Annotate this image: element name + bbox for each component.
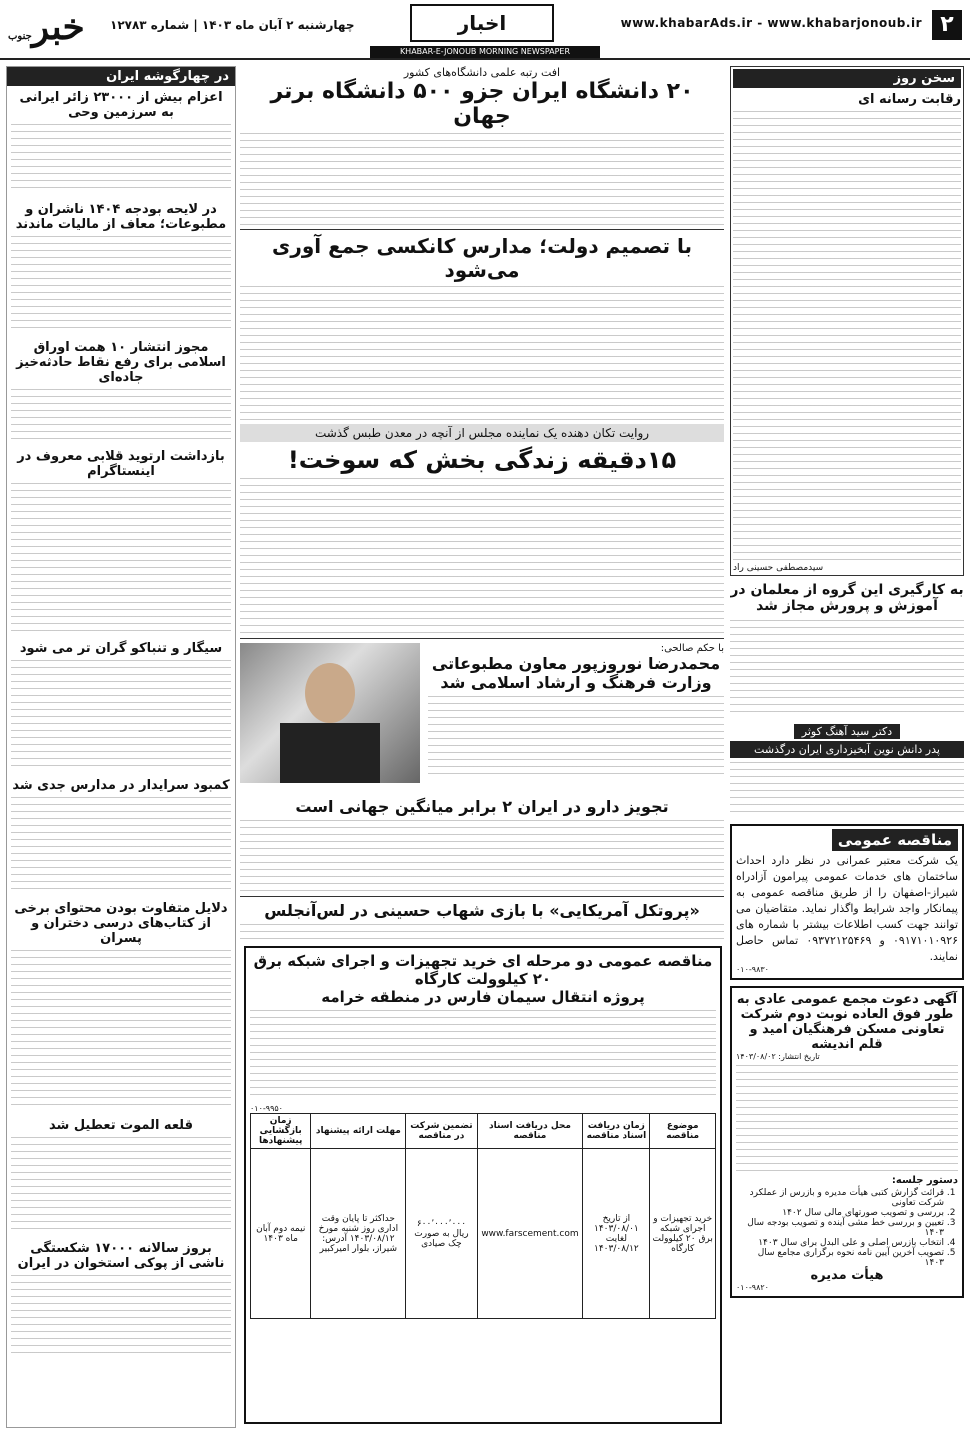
table-header-cell: مهلت ارائه پیشنهاد — [311, 1114, 406, 1149]
divider — [240, 638, 724, 639]
tender-table — [250, 1113, 716, 1319]
table-header-cell: محل دریافت اسناد مناقصه — [477, 1114, 583, 1149]
teachers-headline: به کارگیری این گروه از معلمان در آموزش و پرورش مجاز شد — [730, 582, 964, 614]
masthead-logo — [8, 6, 85, 48]
page-header — [0, 0, 970, 60]
editorial-author: سیدمصطفی حسینی راد — [733, 563, 824, 573]
text-block — [428, 696, 724, 776]
tender-ad-text: یک شرکت معتبر عمرانی در نظر دارد احداث ساختمان های خدمات عمومی پیرامون آزادراه شیراز-اصفهان را از طریق مناقصه عمومی به پیمانکار واجد شرایط واگذار نماید. متقاضیان می توانند جهت کسب اطلاعات بیشتر با شماره های ۰۹۱۷۱۰۱۰۹۲۶ و ۰۹۳۷۲۱۲۵۴۶۹ تماس حاصل نمایند. — [736, 854, 959, 963]
appointment-story — [240, 643, 724, 793]
obituary-block — [730, 720, 964, 818]
agenda-item: 3. تعیین و بررسی خط مشی آینده و تصویب بودجه سال ۱۴۰۳ — [736, 1218, 944, 1238]
roundup-item — [7, 86, 235, 198]
table-header-cell: زمان دریافت اسناد مناقصه — [583, 1114, 650, 1149]
issue-date: چهارشنبه ۲ آبان ماه ۱۴۰۳ | شماره ۱۲۷۸۳ — [110, 18, 355, 32]
headline-schools: با تصمیم دولت؛ مدارس کانکسی جمع آوری می‌شود — [271, 234, 693, 282]
dr-name: دکتر سید آهنگ کوثر — [794, 724, 900, 739]
headline-cinema: «پروتکل آمریکایی» با بازی شهاب حسینی در لس‌آنجلس — [264, 901, 700, 920]
text-block — [11, 950, 231, 1110]
roundup-title: بروز سالانه ۱۷۰۰۰ شکستگی ناشی از پوکی استخوان در ایران — [17, 1241, 225, 1271]
headline-tabas: ۱۵دقیقه زندگی بخش که سوخت! — [287, 446, 677, 474]
roundup-title: بازداشت ارتوید قلابی معروف در اینستاگرام — [17, 449, 225, 479]
table-header-cell: موضوع مناقصه — [650, 1114, 716, 1149]
table-cell-url[interactable]: www.farscement.com — [477, 1149, 583, 1319]
agenda-item: 1. قرائت گزارش کتبی هیأت مدیره و بازرس از عملکرد شرکت تعاونی — [736, 1188, 944, 1208]
roundup-item — [7, 774, 235, 897]
text-block — [240, 133, 724, 225]
text-block — [250, 1010, 716, 1100]
roundup-title: قلعه الموت تعطیل شد — [49, 1118, 193, 1133]
bottom-ad-code: ۰۱۰-۹۹۵۰ — [250, 1104, 283, 1113]
agenda-item: 4. انتخاب بازرس اصلی و علی البدل برای سال ۱۴۰۳ — [736, 1238, 944, 1248]
table-cell: خرید تجهیزات و اجرای شبکه برق ۲۰ کیلوولت کارگاه — [650, 1149, 716, 1319]
editorial-box — [730, 66, 964, 576]
appoint-headline: محمدرضا نوروزپور معاون مطبوعاتی وزارت فرهنگ و ارشاد اسلامی شد — [431, 654, 721, 692]
roundup-item — [7, 445, 235, 637]
roundup-item — [7, 1114, 235, 1237]
text-block — [11, 660, 231, 770]
table-cell: ۶۰۰٬۰۰۰٬۰۰۰ ریال به صورت چک صیادی — [406, 1149, 477, 1319]
roundup-title: مجوز انتشار ۱۰ همت اوراق اسلامی برای رفع نقاط حادثه‌خیز جاده‌ای — [16, 340, 226, 385]
coop-sign: هیأت مدیره — [810, 1268, 884, 1283]
kicker-tabas: روایت تکان دهنده یک نماینده مجلس از آنچه در معدن طبس گذشت — [240, 424, 724, 442]
logo-text: خبر — [31, 6, 85, 48]
roundup-item — [7, 897, 235, 1114]
roundup-title: در لایحه بودجه ۱۴۰۴ ناشران و مطبوعات؛ معاف از مالیات ماندند — [15, 202, 227, 232]
roundup-title: دلایل متفاوت بودن محتوای برخی از کتاب‌های درسی دختران و پسران — [14, 901, 228, 946]
roundup-item — [7, 1237, 235, 1359]
text-block — [11, 1275, 231, 1355]
table-header-row — [251, 1114, 716, 1149]
coop-ad-title: آگهی دعوت مجمع عمومی عادی به طور فوق العاده نوبت دوم شرکت تعاونی مسکن فرهنگیان امید و قلم اندیشه — [736, 992, 958, 1052]
roundup-item — [7, 198, 235, 336]
text-block — [11, 483, 231, 633]
text-block — [11, 1137, 231, 1233]
portrait-photo — [240, 643, 420, 783]
text-block — [11, 389, 231, 441]
english-strap: KHABAR-E-JONOUB MORNING NEWSPAPER — [370, 46, 600, 58]
roundup-item — [7, 336, 235, 445]
appointment-text — [428, 643, 724, 776]
table-header-cell: زمان بازگشایی پیشنهادها — [251, 1114, 311, 1149]
site-urls[interactable]: www.khabarAds.ir - www.khabarjonoub.ir — [620, 16, 922, 30]
dr-title: پدر دانش نوین آبخیزداری ایران درگذشت — [730, 741, 964, 758]
page-number: ۲ — [932, 10, 962, 40]
divider — [240, 896, 724, 897]
text-block — [730, 762, 964, 818]
text-block — [11, 236, 231, 332]
table-cell: از تاریخ ۱۴۰۳/۰۸/۰۱ لغایت ۱۴۰۳/۰۸/۱۲ — [583, 1149, 650, 1319]
headline-universities: ۲۰ دانشگاه ایران جزو ۵۰۰ دانشگاه برتر جهان — [270, 79, 694, 129]
table-cell: نیمه دوم آبان ماه ۱۴۰۳ — [251, 1149, 311, 1319]
text-block — [240, 478, 724, 638]
roundup-title: کمبود سرایدار در مدارس جدی شد — [12, 778, 230, 793]
agenda-item: 5. تصویب آخرین آیین نامه نحوه برگزاری مجامع سال ۱۴۰۳ — [736, 1248, 944, 1268]
agenda-list — [736, 1188, 944, 1268]
editorial-title: رقابت رسانه ای — [858, 92, 961, 107]
bottom-ad-title2: پروژه انتقال سیمان فارس در منطقه خرامه — [321, 988, 645, 1006]
text-block — [730, 620, 964, 716]
suit-shape — [280, 723, 380, 783]
text-block — [240, 924, 724, 940]
table-row — [251, 1149, 716, 1319]
table-header-cell: تضمین شرکت در مناقصه — [406, 1114, 477, 1149]
left-column — [6, 66, 236, 1428]
roundup-box-title: در چهارگوشه ایران — [7, 67, 235, 86]
logo-small: جنوب — [8, 31, 32, 42]
text-block — [733, 111, 961, 563]
coop-ad — [730, 986, 964, 1298]
tender-ad — [730, 824, 964, 980]
editorial-box-title: سخن روز — [733, 69, 961, 88]
text-block — [240, 286, 724, 420]
text-block — [736, 1065, 958, 1175]
section-title: اخبار — [410, 4, 554, 42]
headline-medicine: تجویز دارو در ایران ۲ برابر میانگین جهانی است — [295, 797, 669, 816]
kicker-universities: افت رتبه علمی دانشگاه‌های کشور — [403, 66, 561, 79]
right-column — [730, 66, 964, 1426]
bottom-ad-title1: مناقصه عمومی دو مرحله ای خرید تجهیزات و اجرای شبکه برق ۲۰ کیلوولت کارگاه — [253, 952, 713, 988]
bottom-tender-ad — [244, 946, 722, 1424]
tender-ad-title: مناقصه عمومی — [832, 829, 958, 851]
table-cell: حداکثر تا پایان وقت اداری روز شنبه مورخ ۱۴۰۳/۰۸/۱۲ آدرس: شیراز، بلوار امیرکبیر — [311, 1149, 406, 1319]
text-block — [240, 820, 724, 896]
agenda-label: دستور جلسه: — [891, 1175, 958, 1186]
text-block — [11, 797, 231, 893]
appoint-kicker: با حکم صالحی: — [660, 643, 724, 654]
divider — [240, 229, 724, 230]
center-column — [240, 66, 724, 940]
agenda-item: 2. بررسی و تصویب صورتهای مالی سال ۱۴۰۲ — [736, 1208, 944, 1218]
tender-ad-code: ۰۱۰-۹۸۳۰ — [736, 965, 769, 974]
coop-ad-date: تاریخ انتشار: ۱۴۰۳/۰۸/۰۲ — [736, 1052, 820, 1061]
roundup-title: اعزام بیش از ۲۳۰۰۰ زائر ایرانی به سرزمین وحی — [19, 90, 223, 120]
roundup-title: سیگار و تنباکو گران تر می شود — [19, 641, 223, 656]
roundup-item — [7, 637, 235, 774]
coop-code: ۰۱۰-۹۸۲۰ — [736, 1283, 769, 1292]
face-shape — [305, 663, 355, 723]
text-block — [11, 124, 231, 194]
